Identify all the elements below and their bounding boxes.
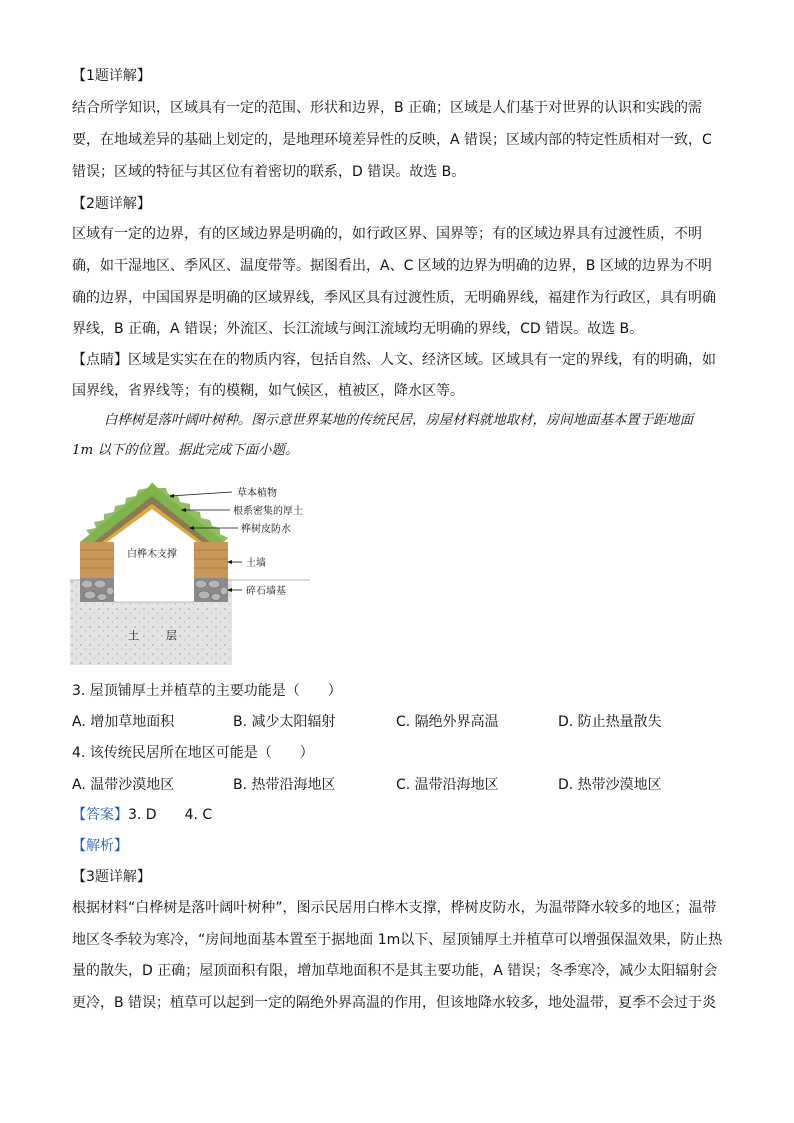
- q3-option-d: D. 防止热量散失: [558, 714, 662, 730]
- q2-header: 【2题详解】: [72, 196, 151, 212]
- answer-line: [72, 805, 212, 825]
- house-diagram: [70, 480, 310, 665]
- q2-line: 确，如干湿地区、季风区、温度带等。据图看出，A、C 区域的边界为明确的边界，B 区域的边界为不明: [72, 258, 712, 274]
- answer-text: 3. D 4. C: [128, 807, 213, 823]
- q2-line: 区域有一定的边界，有的区域边界是明确的，如行政区界、国界等；有的区域边界具有过渡性质，不明: [72, 226, 702, 242]
- q3-header: 【3题详解】: [72, 869, 151, 885]
- q2-line: 界线，B 正确，A 错误；外流区、长江流域与闽江流域均无明确的界线，CD 错误。故选 B。: [72, 321, 644, 337]
- label-wall: 土墙: [246, 558, 266, 569]
- q3-line: 根据材料“白桦树是落叶阔叶树种”，图示民居用白桦木支撑，桦树皮防水，为温带降水较多的地区；温带: [72, 900, 717, 916]
- question-4: 4. 该传统民居所在地区可能是（ ）: [72, 745, 314, 761]
- q3-line: 地区冬季较为寒冷，“房间地面基本置至于据地面 1m以下、屋顶铺厚土并植草可以增强保温效果，防止热: [72, 932, 723, 948]
- tip-line: 国界线，省界线等；有的模糊，如气候区，植被区，降水区等。: [72, 383, 464, 399]
- q4-option-b: B. 热带沿海地区: [233, 777, 336, 793]
- q3-option-b: B. 减少太阳辐射: [233, 714, 336, 730]
- q3-option-c: C. 隔绝外界高温: [396, 714, 499, 730]
- q1-line: 错误；区域的特征与其区位有着密切的联系，D 错误。故选 B。: [72, 164, 466, 180]
- tip-paragraph: [72, 350, 716, 370]
- right-stone-base: [194, 578, 228, 602]
- left-stone-base: [80, 578, 114, 602]
- q4-option-c: C. 温带沿海地区: [396, 777, 499, 793]
- q1-header: 【1题详解】: [72, 68, 151, 84]
- tip-text: 区域是实实在在的物质内容，包括自然、人文、经济区域。区域具有一定的界线，有的明确，如: [128, 352, 716, 368]
- q3-option-a: A. 增加草地面积: [72, 714, 175, 730]
- tip-tag: 【点睛】: [72, 352, 128, 368]
- q4-option-a: A. 温带沙漠地区: [72, 777, 175, 793]
- material-text: 1m 以下的位置。据此完成下面小题。: [72, 443, 299, 458]
- label-support: 白桦木支撑: [127, 549, 177, 560]
- label-ground-a: 土: [128, 629, 139, 642]
- right-wall: [194, 542, 228, 578]
- q4-option-d: D. 热带沙漠地区: [558, 777, 662, 793]
- question-3: 3. 屋顶铺厚土并植草的主要功能是（ ）: [72, 683, 342, 699]
- q2-line: 确的边界，中国国界是明确的区域界线，季风区具有过渡性质，无明确界线，福建作为行政区，具有明确: [72, 290, 716, 306]
- label-soil: 根系密集的厚土: [233, 506, 303, 517]
- left-wall: [80, 542, 114, 578]
- answer-tag: 【答案】: [72, 807, 128, 823]
- q1-line: 结合所学知识，区域具有一定的范围、形状和边界，B 正确；区域是人们基于对世界的认识和实践的需: [72, 100, 703, 116]
- q3-line: 量的散失，D 正确；屋顶面积有限，增加草地面积不是其主要功能，A 错误；冬季寒冷，减少太阳辐射会: [72, 963, 718, 979]
- q3-line: 更冷，B 错误；植草可以起到一定的隔绝外界高温的作用，但该地降水较多，地处温带，夏季不会过于炎: [72, 995, 717, 1011]
- label-ground-b: 层: [166, 629, 177, 642]
- material-text: 白桦树是落叶阔叶树种。图示意世界某地的传统民居，房屋材料就地取材，房间地面基本置于距地面: [104, 413, 694, 428]
- analysis-tag: 【解析】: [72, 838, 128, 854]
- q1-line: 要，在地域差异的基础上划定的，是地理环境差异性的反映，A 错误；区域内部的特定性质相对一致，C: [72, 132, 712, 148]
- label-stone: 碎石墙基: [246, 586, 286, 597]
- label-bark: 桦树皮防水: [241, 524, 291, 535]
- label-grass: 草本植物: [237, 488, 277, 499]
